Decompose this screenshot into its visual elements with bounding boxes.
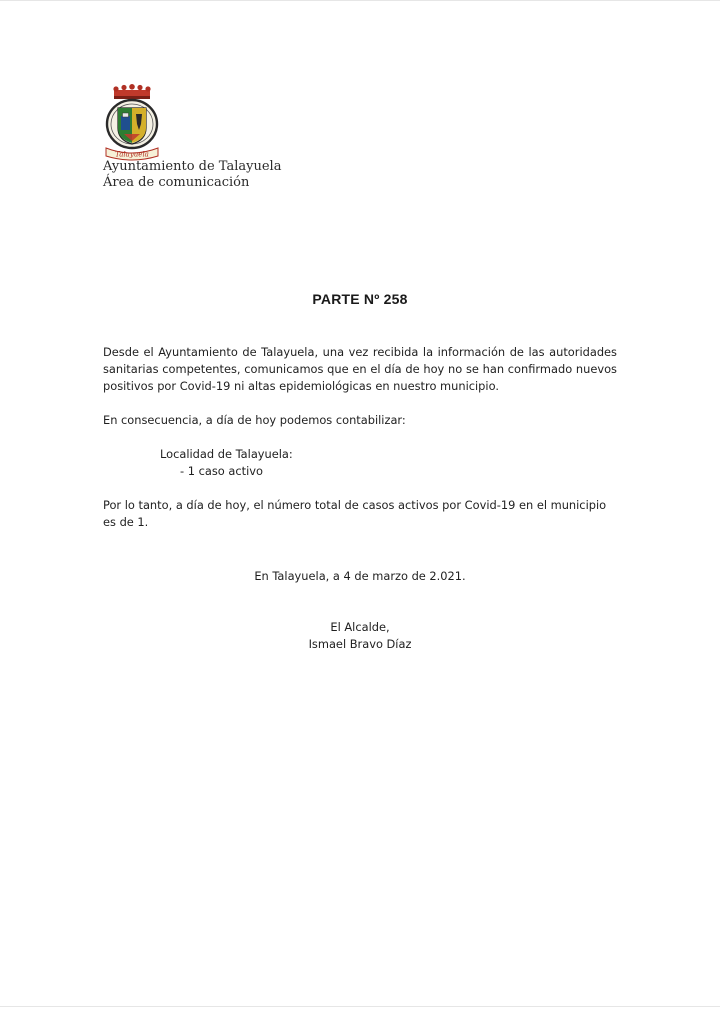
crest-motto-text: Talayuela — [115, 150, 149, 159]
shield-icon — [118, 108, 146, 144]
organization-department: Área de comunicación — [103, 175, 250, 190]
signer-name: Ismael Bravo Díaz — [308, 637, 412, 651]
organization-name: Ayuntamiento de Talayuela — [103, 159, 282, 174]
intro-paragraph: Desde el Ayuntamiento de Talayuela, una vez recibida la información de las autoridades sanitarias competentes, comunicamos que en el día de hoy no se han confirmado nuevos positivos por Covid-19 ni altas epidemiológicas en nuestro municipio. — [103, 345, 617, 393]
top-edge-divider — [0, 0, 720, 1]
municipal-crest-logo — [100, 84, 164, 164]
signature-block — [0, 619, 720, 653]
crown-icon — [113, 84, 150, 99]
locality-label: Localidad de Talayuela: — [160, 447, 293, 461]
total-cases-paragraph: Por lo tanto, a día de hoy, el número total de casos activos por Covid-19 en el municipio es de 1. — [103, 498, 607, 529]
organization-header — [103, 159, 281, 191]
count-intro-paragraph: En consecuencia, a día de hoy podemos contabilizar: — [103, 413, 406, 427]
locality-case-list — [160, 446, 460, 480]
bottom-edge-divider — [0, 1006, 720, 1007]
signer-title: El Alcalde, — [330, 620, 390, 634]
locality-active-cases: - 1 caso activo — [180, 464, 263, 478]
document-title: PARTE Nº 258 — [312, 291, 408, 307]
place-and-date: En Talayuela, a 4 de marzo de 2.021. — [254, 569, 466, 583]
